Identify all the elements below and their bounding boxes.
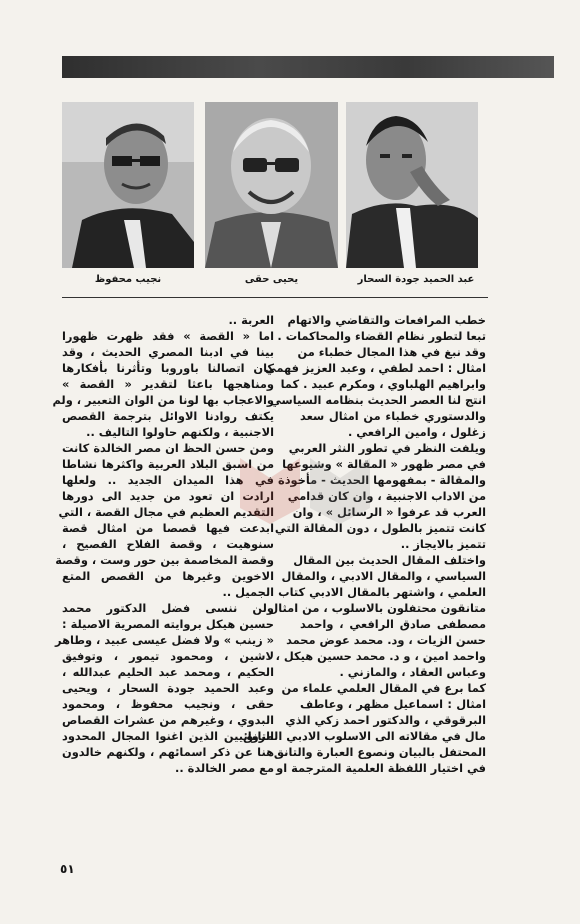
text-line: في اختيار اللفظة العلمية المترجمة او xyxy=(276,761,486,775)
text-line: المحتفل بالبيان ونصوع العبارة والتانق xyxy=(273,745,486,759)
text-line: هنا عن ذكر اسمائهم ، ولكنهم خالدون xyxy=(62,745,274,759)
text-line: الحكيم ، ومحمد عبد الحليم عبدالله ، xyxy=(62,665,274,679)
text-line: واحمد امين ، و د. محمد حسين هيكل ، xyxy=(275,649,486,663)
text-line: وعباس العقاد ، والمازني . xyxy=(339,665,486,679)
text-line: ابدعت فيها قصصا من امثال قصة xyxy=(62,521,274,535)
text-line: كانت تتميز بالطول ، دون المقالة التي xyxy=(274,521,486,535)
text-line: الاجنبية ، ولكنهم حاولوا التاليف .. xyxy=(86,425,274,439)
divider-rule xyxy=(62,297,488,298)
text-line: حسين هيكل بروايته المصرية الاصيلة : xyxy=(62,617,274,631)
text-line: البرقوقي ، والدكتور احمد زكي الذي xyxy=(285,713,486,727)
text-line: خطب المرافعات والتقاضي والاتهام xyxy=(287,313,486,327)
text-line: ومناهجها باعثا لتقدير « القصة » xyxy=(62,377,274,391)
header-bar xyxy=(62,56,554,78)
text-line: الجميل .. xyxy=(222,585,274,599)
text-line: مع مصر الخالدة .. xyxy=(175,761,274,775)
text-line: زغلول ، وامين الرافعي . xyxy=(347,425,486,439)
text-line: التقديم العظيم في مجال القصة ، التي xyxy=(58,505,274,519)
text-line: والدستوري خطباء من امثال سعد xyxy=(300,409,486,423)
photo-abdel-hamid-gouda-el-sahhar xyxy=(346,102,478,268)
text-line: من اسبق البلاد العربية واكثرها نشاطا xyxy=(62,457,274,471)
text-line: كما برع في المقال العلمي علماء من xyxy=(281,681,486,695)
text-line: وعبد الحميد جودة السحار ، ويحيى xyxy=(62,681,274,695)
text-line: العلمي ، واشتهر بالمقال الادبي كتاب xyxy=(278,585,486,599)
text-line: متانقون محتفلون بالاسلوب ، من امثال xyxy=(268,601,486,615)
text-line: الاخوين وغيرها من القصص المتع xyxy=(62,569,274,583)
caption-right: عبد الحميد جودة السحار xyxy=(357,274,475,285)
text-line: وقصة المخاصمة بين حور وست ، وقصة xyxy=(55,553,274,567)
text-line: كان اتصالنا باوروبا وتأثرنا بأفكارها xyxy=(62,361,274,375)
text-line: مصطفى صادق الرافعي ، واحمد xyxy=(300,617,486,631)
article-column-left xyxy=(52,312,274,776)
text-line: اما « القصة » فقد ظهرت ظهورا xyxy=(62,329,274,343)
text-line: امثال : احمد لطفي ، وعبد العزيز فهمي xyxy=(264,361,486,375)
text-line: العرب قد عرفوا « الرسائل » ، وان xyxy=(292,505,486,519)
text-line: يكتف روادنا الاوائل بترجمة القصص xyxy=(62,409,274,423)
text-line: ولن ننسى فضل الدكتور محمد xyxy=(62,601,274,615)
text-line: مال في مقالاته الى الاسلوب الادبي المتانق xyxy=(242,729,486,743)
text-line: من الاداب الاجنبية ، وان كان قدامي xyxy=(287,489,486,503)
text-line: في مصر ظهور « المقالة » وشيوعها xyxy=(282,457,486,471)
photo-yahya-haqqi xyxy=(205,102,338,268)
text-line: الروائيين الذين اغنوا المجال المحدود xyxy=(62,729,274,743)
text-line: تتميز بالايجاز .. xyxy=(400,537,486,551)
text-line: انتج لنا العصر الحديث بنظامه السياسي xyxy=(270,393,486,407)
text-line: سنوهيت ، وقصة الفلاح الفصيح ، xyxy=(62,537,274,551)
text-line: تبعا لتطور نظام القضاء والمحاكمات . xyxy=(277,329,486,343)
text-line: « زينب » ولا فضل عيسى عبيد ، وطاهر xyxy=(55,633,274,647)
text-line: ومن حسن الحظ ان مصر الخالدة كانت xyxy=(62,441,274,455)
text-line: ارادت ان تعود من جديد الى دورها xyxy=(62,489,274,503)
text-line: وابراهيم الهلباوي ، ومكرم عبيد . كما xyxy=(280,377,486,391)
text-line: واختلف المقال الحديث بين المقال xyxy=(293,553,486,567)
text-line: والمقالة - بمفهومها الحديث - مأخوذة xyxy=(277,473,486,487)
text-line: حسن الزيات ، ود. محمد عوض محمد xyxy=(286,633,486,647)
text-line: البدوي ، وغيرهم من عشرات القصاص xyxy=(62,713,274,727)
page-number: ٥١ xyxy=(60,862,75,876)
text-line: والاعجاب بها لونا من الوان التعبير ، ولم xyxy=(52,393,274,407)
text-line: في هذا الميدان الجديد .. ولعلها xyxy=(62,473,274,487)
caption-middle: يحيى حقى xyxy=(244,274,299,285)
text-line: امثال : اسماعيل مظهر ، وعاطف xyxy=(300,697,486,711)
text-line: السياسي ، والمقال الادبي ، والمقال xyxy=(281,569,486,583)
text-line: العربة .. xyxy=(228,313,274,327)
text-line: ويلفت النظر في تطور النثر العربي xyxy=(288,441,486,455)
text-line: وقد نبغ في هذا المجال خطباء من xyxy=(297,345,486,359)
photo-naguib-mahfouz xyxy=(62,102,194,268)
text-line: حقى ، ونجيب محفوظ ، ومحمود xyxy=(62,697,274,711)
text-line: بينا في ادبنا المصري الحديث ، وقد xyxy=(62,345,274,359)
caption-left: نجيب محفوظ xyxy=(94,274,162,285)
text-line: لاشين ، ومحمود تيمور ، وتوفيق xyxy=(62,649,274,663)
